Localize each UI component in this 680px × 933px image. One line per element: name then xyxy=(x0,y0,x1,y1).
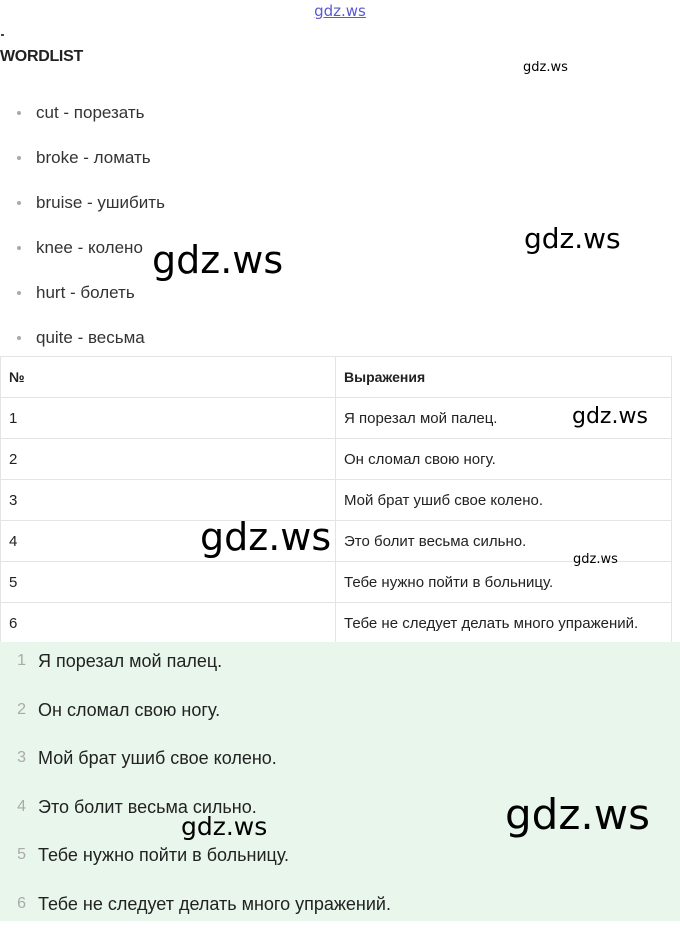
wordlist-item: broke - ломать xyxy=(0,135,165,180)
row-phrase: Тебе не следует делать много упражений. xyxy=(336,603,672,644)
row-number: 3 xyxy=(1,480,336,521)
row-number: 6 xyxy=(1,603,336,644)
row-phrase: Тебе нужно пойти в больницу. xyxy=(336,562,672,603)
row-phrase: Он сломал свою ногу. xyxy=(336,439,672,480)
answer-number: 6 xyxy=(0,885,38,923)
watermark: gdz.ws xyxy=(523,60,568,75)
answer-text: Тебе нужно пойти в больницу. xyxy=(38,836,289,874)
row-number: 2 xyxy=(1,439,336,480)
answer-text: Это болит весьма сильно. xyxy=(38,788,257,826)
watermark: gdz.ws xyxy=(181,812,267,841)
table-row xyxy=(1,439,672,480)
answer-item xyxy=(0,885,680,933)
wordlist-item: quite - весьма xyxy=(0,315,165,360)
watermark: gdz.ws xyxy=(524,222,621,255)
row-number: 5 xyxy=(1,562,336,603)
wordlist-item: knee - колено xyxy=(0,225,165,270)
answer-text: Я порезал мой палец. xyxy=(38,642,222,680)
row-number: 4 xyxy=(1,521,336,562)
wordlist xyxy=(0,90,165,360)
table-row xyxy=(1,603,672,644)
top-watermark-link[interactable]: gdz.ws xyxy=(0,2,680,20)
answer-number: 4 xyxy=(0,788,38,826)
wordlist-item: hurt - болеть xyxy=(0,270,165,315)
answer-item xyxy=(0,739,680,788)
answer-text: Он сломал свою ногу. xyxy=(38,691,220,729)
table-header-row xyxy=(1,357,672,398)
table-row xyxy=(1,521,672,562)
wordlist-item: bruise - ушибить xyxy=(0,180,165,225)
answer-number: 1 xyxy=(0,642,38,680)
watermark: gdz.ws xyxy=(572,404,648,429)
answer-item xyxy=(0,836,680,885)
wordlist-item: cut - порезать xyxy=(0,90,165,135)
answer-number: 3 xyxy=(0,739,38,777)
answer-number: 2 xyxy=(0,691,38,729)
row-phrase: Мой брат ушиб свое колено. xyxy=(336,480,672,521)
table-row xyxy=(1,480,672,521)
tick-mark xyxy=(1,34,4,36)
answer-item xyxy=(0,691,680,740)
watermark: gdz.ws xyxy=(200,515,331,559)
answer-item xyxy=(0,642,680,691)
row-number: 1 xyxy=(1,398,336,439)
answer-text: Тебе не следует делать много упражений. xyxy=(38,885,391,923)
row-phrase: Я порезал мой палец. xyxy=(336,398,672,439)
table-row xyxy=(1,562,672,603)
answers-list xyxy=(0,642,680,933)
header-phrases: Выражения xyxy=(336,357,672,398)
table-row xyxy=(1,398,672,439)
header-number: № xyxy=(1,357,336,398)
watermark: gdz.ws xyxy=(152,238,283,282)
watermark: gdz.ws xyxy=(505,790,650,839)
answers-panel xyxy=(0,642,680,921)
watermark: gdz.ws xyxy=(573,552,618,567)
phrases-table xyxy=(0,356,672,644)
wordlist-heading: WORDLIST xyxy=(0,48,83,66)
answer-text: Мой брат ушиб свое колено. xyxy=(38,739,277,777)
answer-number: 5 xyxy=(0,836,38,874)
row-phrase: Это болит весьма сильно. xyxy=(336,521,672,562)
